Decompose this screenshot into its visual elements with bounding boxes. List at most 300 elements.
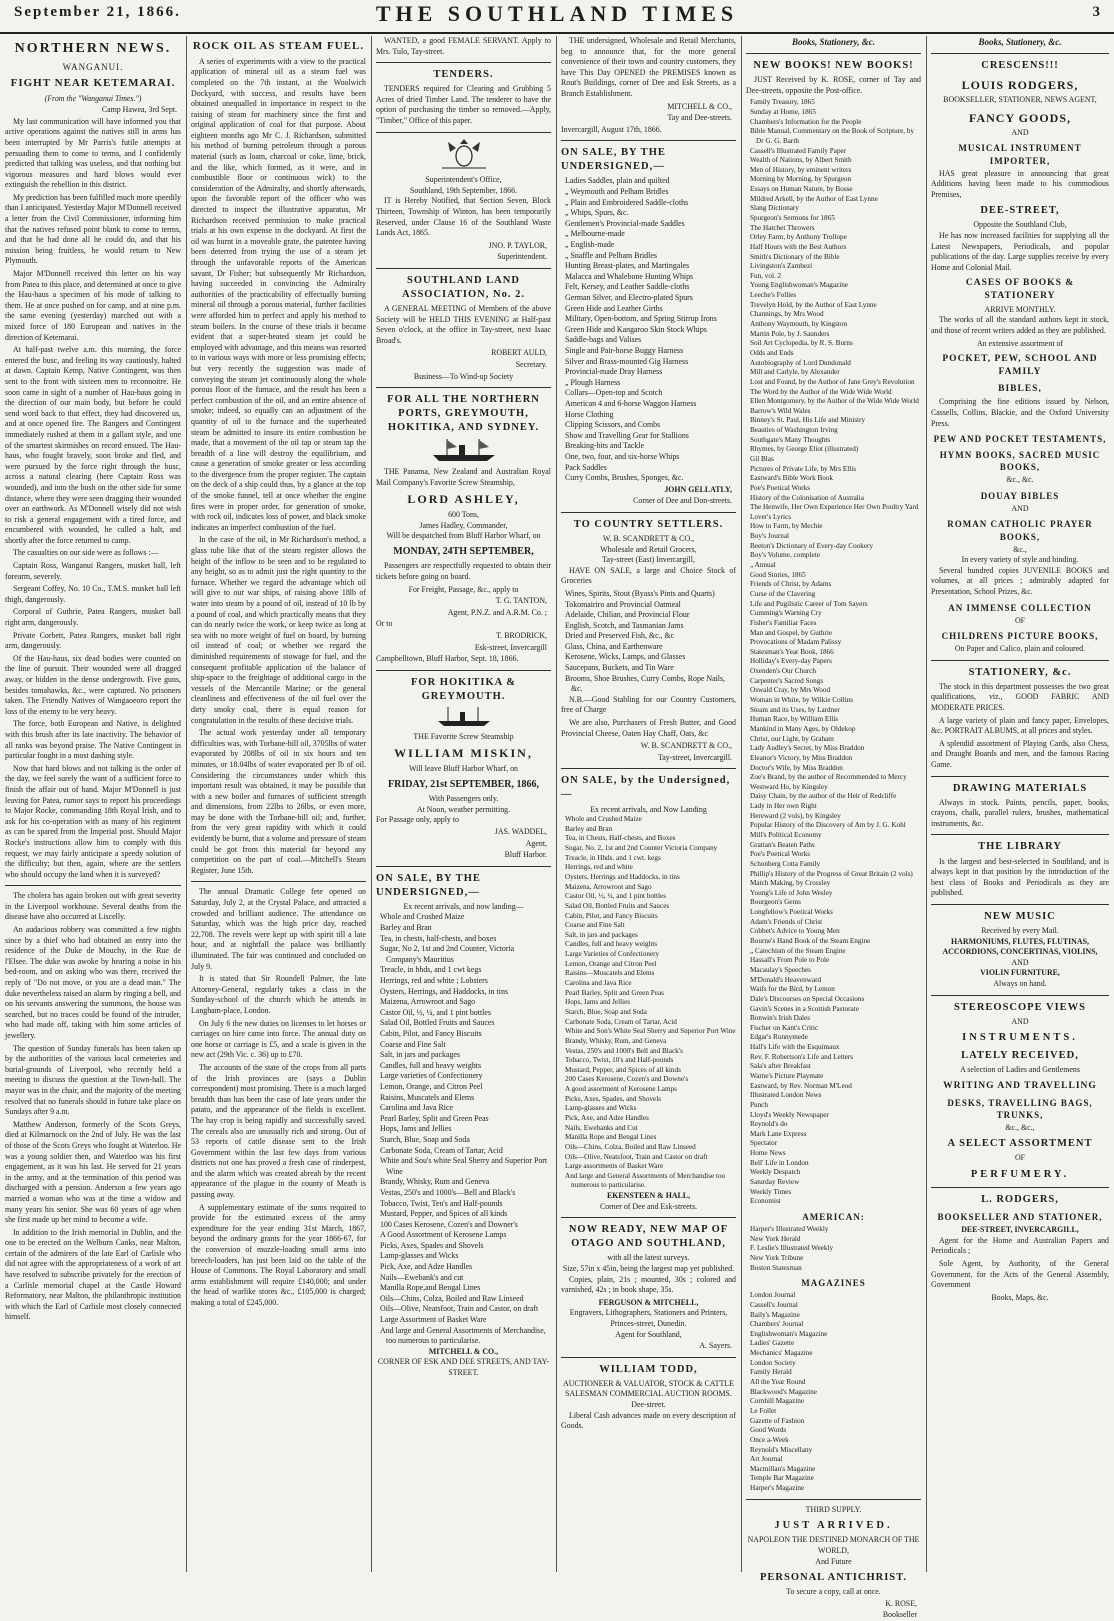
map-agent: Agent for Southland,: [615, 1329, 682, 1339]
book-item: Oswald Cray, by Mrs Wood: [750, 686, 831, 695]
map-signature: FERGUSON & MITCHELL,: [598, 1297, 699, 1307]
book-item: History of the Colonisation of Australia: [750, 493, 864, 502]
book-list: [746, 98, 921, 1207]
douay: DOUAY BIBLES: [980, 490, 1060, 501]
stereo-title: STEREOSCOPE VIEWS: [953, 1001, 1087, 1013]
book-item: Lloyd's Weekly Newspaper: [750, 1110, 829, 1119]
list-item: Tea, in Chests, Half-chests, and Boxes: [565, 834, 676, 843]
list-item: Saucepans, Buckets, and Tin Ware: [565, 663, 674, 673]
book-item: Economist: [750, 1197, 781, 1206]
ship-passengers: With Passengers only.: [428, 794, 499, 804]
list-item: F. Leslie's Illustrated Weekly: [750, 1244, 834, 1253]
book-item: Smith's Dictionary of the Bible: [750, 252, 840, 261]
list-item: Salt, in jars and packages: [380, 1050, 460, 1060]
intro-notice: THE undersigned, Wholesale and Retail Merchants, beg to announce that, for the more general convenience of their town and country customers, they have This Day OPENED the PREMISES known as Rout's Buildings, corner of Dee and Esk Streets, as a Branch Establishment.: [561, 36, 736, 98]
ship-despatch: Will leave Bluff Harbor Wharf, on: [409, 764, 518, 774]
sale-address: CORNER OF ESK AND DEE STREETS, AND TAY-STREET.: [377, 1357, 550, 1377]
list-item: Dried and Preserved Fish, &c., &c: [565, 631, 675, 641]
rodgers-name: LOUIS RODGERS,: [961, 78, 1079, 93]
ship-name: LORD ASHLEY,: [407, 492, 520, 507]
book-item: Provocations of Madam Palissy: [750, 638, 842, 647]
book-item: Friends of Christ, by Adams: [750, 580, 832, 589]
instruments: HARMONIUMS, FLUTES, FLUTINAS, ACCORDIONS, CONCERTINAS, VIOLINS,: [942, 936, 1098, 957]
intro-signature: MITCHELL & CO.,: [667, 101, 732, 111]
list-item: Once a-Week: [750, 1435, 789, 1444]
sale-address: Corner of Dee and Don-streets.: [633, 496, 732, 506]
magazines-title: MAGAZINES: [801, 1278, 866, 1289]
article-paragraph: Major M'Donnell received this letter on his way from Patea to this place, and determined at once to give the Hau-haus a specimen of his mode of talking to them. He at once pushed on for camp, and at nine p.m. the same evening (yesterday) marched out with a mixed force of 180 European and natives in the direction of Ketemarai.: [5, 269, 181, 342]
etc: &c.,: [1013, 544, 1027, 554]
list-item: Tea, in chests, half-chests, and boxes: [380, 933, 497, 943]
list-item: Art Journal: [750, 1455, 783, 1464]
book-item: Orley Farm, by Anthony Trollope: [750, 233, 847, 242]
supt-signature: JNO. P. TAYLOR,: [488, 240, 547, 250]
book-item: Boy's Volume, complete: [750, 551, 820, 560]
sale-signature: MITCHELL & CO.,: [428, 1346, 499, 1356]
book-item: Channings, by Mrs Wood: [750, 310, 824, 319]
book-item: Hassall's From Pole to Pole: [750, 956, 830, 965]
list-item: And large and General Assortments of Merchandise too numerous to particularise.: [565, 1171, 726, 1190]
book-item: Essays on Human Nature, by Bosse: [750, 185, 853, 194]
column-head: Books, Stationery, &c.: [792, 37, 875, 47]
map-subtitle: with all the latest surveys.: [607, 1253, 690, 1263]
agent-note: Agent for the Home and Australian Papers and Periodicals ;: [931, 1235, 1109, 1256]
book-item: Morning by Morning, by Spurgeon: [750, 175, 852, 184]
list-item: Salad Oil, Bottled Fruits and Sauces: [565, 901, 670, 910]
book-item: Man and Gospel, by Guthrie: [750, 628, 833, 637]
article-paragraph: The cholera has again broken out with great severity in the Liverpool workhouse. Several deaths from the disease have also occurred at Liscelly.: [5, 891, 181, 922]
list-item: Treacle, in hhds, and 1 cwt kegs: [380, 965, 482, 975]
list-item: Castor Oil, ½, ¼, and 1 pint bottles: [380, 1007, 491, 1017]
book-item: Phillip's History of the Progress of Great Britain (2 vols): [750, 869, 913, 878]
book-item: Good Stories, 1865: [750, 570, 806, 579]
article-paragraph: Matthew Anderson, formerly of the Scots Greys, died at Kilmarnock on the 2nd of July. He was the last of those of the Scots Greys who fought at Waterloo. He was a young soldier then, and Waterloo was his first engagement, as it was his last. He served for 21 years in the army, and at the termination of this period was discharged with a pension. Anderson a few years ago married a woman who was at the time a widow and many years his senior. She was 60 years of age when she first made up her mind to become a wife.: [5, 1119, 181, 1225]
book-item: Spectator: [750, 1139, 778, 1148]
list-item: Cabin, Pilot, and Fancy Biscuits: [565, 911, 658, 920]
list-item: Macmillan's Magazine: [750, 1464, 816, 1473]
napoleon-sub: And Future: [815, 1556, 852, 1566]
article-paragraph: Private Corbett, Patea Rangers, musket ball right arm, dangerously.: [5, 630, 181, 651]
newspaper-title: THE SOUTHLAND TIMES: [375, 1, 739, 26]
secure-note: To secure a copy, call at once.: [786, 1587, 881, 1597]
list-item: Herrings, red and white: [565, 863, 633, 872]
list-item: Vestas, 250's and 1000's Bell and Black's: [565, 1046, 683, 1055]
list-item: English, Scotch, and Tasmanian Jams: [565, 620, 684, 630]
list-item: New York Tribune: [750, 1253, 804, 1262]
sale-title: ON SALE, BY THE UNDERSIGNED,—: [561, 147, 666, 173]
article-paragraph: Captain Ross, Wanganui Rangers, musket ball, left forearm, severely.: [5, 561, 181, 581]
immense: AN IMMENSE COLLECTION: [948, 602, 1092, 613]
book-item: Cumming's Warning Cry: [750, 609, 822, 618]
book-item: Poe's Poetical Works: [750, 850, 811, 859]
book-item: Match Making, by Crossley: [750, 879, 831, 888]
article-paragraph: Of the Hau-haus, six dead bodies were counted on the line of pursuit. Their wounded were all dragged away, or hidden in the dense undergrowth. Five guns, besides tomahawks, &c., were captured. No prisoners taken. The Friendly Natives of Wangaoeoro report the loss of the enemy to be very heavy.: [5, 653, 181, 716]
country-role: Wholesale and Retail Grocers,: [600, 544, 697, 554]
masthead-date: September 21, 1866.: [14, 4, 181, 20]
rodgers-role: BOOKSELLER, STATIONER, NEWS AGENT,: [943, 95, 1097, 105]
supt-date: Southland, 19th September, 1866.: [409, 185, 518, 195]
bibles: POCKET, PEW, SCHOOL AND FAMILY: [942, 354, 1098, 377]
book-item: Chambers's Information for the People: [750, 117, 862, 126]
book-item: Grattan's Beaten Paths: [750, 840, 815, 849]
fancy-goods: FANCY GOODS,: [969, 110, 1071, 125]
list-item: Cassell's Journal: [750, 1300, 798, 1309]
list-item: Oils—Chins, Colza, Boiled and Raw Linseed: [565, 1142, 696, 1151]
of-label: OF: [1014, 1153, 1026, 1163]
masthead: [0, 0, 1114, 34]
books-intro: JUST Received by K. ROSE, corner of Tay and Dee-streets, opposite the Post-office.: [746, 75, 921, 95]
agent-role: Agent,: [525, 838, 547, 848]
list-item: Glass, China, and Earthenware: [565, 641, 663, 651]
list-item: „ Plain and Embroidered Saddle-cloths: [565, 197, 689, 207]
list-item: Mechanics' Magazine: [750, 1349, 813, 1358]
drawing-body: Always in stock. Paints, pencils, paper, books, crayons, chalk, parallel rulers, brushes, mathematical instruments, &c.: [931, 797, 1109, 828]
list-item: Show and Travelling Gear for Stallions: [565, 430, 689, 440]
article-paragraph: The force, both European and Native, is delighted with this brush after its late inactivity. The behavior of all ranks was beyond praise. The Native Contingent in particular fought in a most dashing style.: [5, 719, 181, 761]
list-item: „ Whips, Spurs, &c.: [565, 208, 629, 218]
list-item: Lemon, Orange and Citron Peel: [565, 959, 657, 968]
book-item: Reynold's do: [750, 1120, 788, 1129]
book-item: Half Hours with the Best Authors: [750, 242, 847, 251]
article-paragraph: The accounts of the state of the crops from all parts of the Irish provinces are (says a Dublin correspondent) most promising. There is a much larged breadth than has been the case of late years under the patato, and the appearance of the fields is excellent. The hay crop is being rapidly and successfully saved. The cereals also are unusually rich and strong. Out of 53 reports of cattle disease sent to the Irish Government within the last few days from various districts not one has proved a fresh case of rinderpest, and the alarm which was created abreah by the recent appearance of the plague in the county of Meath is passing away.: [191, 1062, 366, 1200]
book-item: Rev. F. Robertson's Life and Letters: [750, 1052, 854, 1061]
list-item: A good assortment of Kerosene Lamps: [565, 1085, 677, 1094]
list-item: Manilla Rope and Bengal Lines: [565, 1133, 657, 1142]
children-books: CHILDRENS PICTURE BOOKS,: [941, 631, 1099, 642]
book-item: Mankind in Many Ages, by Oldekop: [750, 724, 856, 733]
agent-name: JAS. WADDEL,: [494, 826, 547, 836]
divider: [376, 670, 551, 671]
list-item: Carolina and Java Rice: [565, 979, 632, 988]
list-item: London Journal: [750, 1291, 796, 1300]
tenders-title: TENDERS.: [433, 69, 494, 81]
music-body: Received by every Mail.: [981, 925, 1059, 935]
list-item: Breaking-bits and Tackle: [565, 441, 645, 451]
column-northern-news: [0, 36, 186, 1572]
extensive: An extensive assortment of: [976, 338, 1064, 348]
books-title: NEW BOOKS! NEW BOOKS!: [753, 60, 914, 72]
list-item: Coarse and Fine Salt: [565, 921, 625, 930]
list-item: Boston Statesman: [750, 1263, 802, 1272]
rodgers-signature: L. RODGERS,: [981, 1194, 1059, 1206]
list-item: Malacca and Whalebone Hunting Whips: [565, 271, 694, 281]
book-item: Carpenter's Sacred Songs: [750, 676, 824, 685]
list-item: Nails—Ewebank's and cut: [380, 1272, 464, 1282]
map-price: Copies, plain, 21s ; mounted, 30s ; colored and varnished, 42s ; in book shape, 35s.: [561, 1274, 736, 1295]
book-item: Autobiography of Lord Dundonald: [750, 358, 851, 367]
or-label: Or to: [376, 619, 393, 629]
list-item: Cornhill Magazine: [750, 1397, 805, 1406]
book-item: Fun, vol. 2: [750, 271, 782, 280]
list-item: Whole and Crushed Maize: [380, 912, 465, 922]
list-item: Tobacco, Twist, 10's and Half-pounds: [565, 1056, 674, 1065]
secure-signature: K. ROSE,: [885, 1598, 917, 1608]
list-item: Ladies Saddles, plain and quilted: [565, 176, 670, 186]
book-item: The Henwife, Her Own Experience Her Own Poultry Yard: [750, 503, 919, 512]
works: The works of all the standard authors kept in stock, and those of recent writers added as they are published.: [931, 315, 1109, 335]
column-shipping-ads: [371, 36, 556, 1572]
list-item: Manilla Rope,and Bengal Lines: [380, 1283, 481, 1293]
divider: [746, 53, 921, 54]
hokitika-title: FOR HOKITIKA & GREYMOUTH.: [410, 676, 516, 702]
column-head: Books, Stationery, &c.: [978, 37, 1062, 47]
instruments-title: INSTRUMENTS.: [962, 1032, 1078, 1044]
on-hand: Always on hand.: [993, 978, 1047, 988]
list-item: Raisins, Muscatels and Elems: [380, 1092, 475, 1102]
book-item: Life and Pugilistic Career of Tom Sayers: [750, 599, 868, 608]
book-item: Lover's Lyrics: [750, 512, 792, 521]
book-item: Weekly Despatch: [750, 1168, 801, 1177]
list-item: Blackwood's Magazine: [750, 1387, 817, 1396]
list-item: Carbonate Soda, Cream of Tartar, Acid: [380, 1145, 503, 1155]
list-item: Barley and Bran: [565, 824, 613, 833]
agent-role: Esk-street, Invercargill: [474, 642, 547, 652]
book-item: „ Annual: [750, 561, 776, 570]
book-item: Pictures of Private Life, by Mrs Ellis: [750, 464, 856, 473]
divider: [376, 866, 551, 867]
map-size: Size, 57in x 45in, being the largest map yet published.: [562, 1264, 735, 1274]
list-item: White and Sou's white Seal Sherry and Superior Port Wine: [380, 1156, 548, 1176]
article-paragraph: In the case of the oil, in Mr Richardson's method, a glass tube like that of the steam register allows the height of the inflow to be seen and to be regulated to any height, so as to admit just the right quantity to the furnace. Whether we regard the advantage which oil will give to our war ships, of raising above 18lb of water into steam by a pound of oil, instead of 10 lb by a pound of coal, and which practically means that they can do nearly twice the work, or keep twice as long at sea with no more weight of fuel on board, by burning oil instead of coal; or whether we regard the diminished requirements of stowage for fuel, and the consequent profitable application of the balance of ship-space to the freightage of additional cargo in the vessels of the Mercantile Marine; or the general cleanliness and effectiveness of the oil fuel over the dirty smoky coal, there is equal reason for congratulation in the results of these decisive trials.: [191, 535, 366, 725]
book-item: The Hatchet Throwers: [750, 223, 815, 232]
column-rock-oil: [186, 36, 371, 1572]
map-agent-name: A. Sayers.: [699, 1341, 732, 1351]
book-item: Young Englishwoman's Magazine: [750, 281, 848, 290]
country-also: We are also, Purchasers of Fresh Butter, and Good Provincial Cheese, Oaten Hay Chaff, Oats, &c: [561, 718, 736, 738]
country-nb: N.B.—Good Stabling for our Country Customers, free of Charge: [561, 694, 736, 715]
sale2-intro: Ex recent arrivals, and Now Landing: [590, 804, 707, 814]
list-item: Brooms, Shoe Brushes, Curry Combs, Rope Nails, &c.: [565, 673, 726, 694]
sale-signature: JOHN GELLATLY,: [664, 484, 732, 494]
facilities: He has now increased facilities for supplying all the Latest Newspapers, Periodicals, and popular publications of the day. Large supplies receive by every Home and Colonial Mail.: [931, 230, 1109, 272]
list-item: Baily's Magazine: [750, 1310, 800, 1319]
list-item: Pick, Axe, and Adze Handles: [380, 1262, 473, 1272]
todd-title: WILLIAM TODD,: [599, 1363, 698, 1375]
cases-title: CASES OF BOOKS & STATIONERY: [965, 278, 1075, 302]
book-item: Gil Blas: [750, 455, 774, 463]
sale2-title: ON SALE, by the Undersigned,—: [561, 775, 731, 801]
list-item: Adelaide, Chilian, and Provincial Flour: [565, 610, 690, 620]
list-item: Carolina and Java Rice: [380, 1103, 453, 1113]
list-item: Le Follet: [750, 1406, 777, 1415]
book-item: Spurgeon's Sermons for 1865: [750, 213, 835, 222]
list-item: Kerosene, Wicks, Lamps, and Glasses: [565, 652, 686, 662]
book-item: Eastward's Bible Work Book: [750, 474, 834, 483]
list-item: Large assortments of Basket Ware: [565, 1162, 664, 1171]
book-item: Oxenden's Our Church: [750, 667, 816, 676]
book-item: Hall's Life with the Esquimaux: [750, 1043, 840, 1052]
book-item: Punch: [750, 1100, 768, 1109]
list-item: Maizena, Arrowroot and Sago: [565, 882, 652, 891]
list-item: Barley and Bran: [380, 923, 432, 933]
book-item: Trevelyn Hold, by the Author of East Lynne: [750, 300, 877, 309]
article-paragraph: My last communication will have informed you that active operations against the natives still in arms has been interrupted by Mr Parris's futile attempts at persuading them to come to terms, and I confidently predicted that talking was useless, and that nothing but vigorous measures and hard blows would ever extinguish the rebellion in this district.: [5, 116, 181, 190]
royal-crest-icon: [376, 138, 551, 176]
list-item: Castor Oil, ½, ¼, and 1 pint bottles: [565, 892, 667, 901]
list-item: Picks, Axes, Spades and Shovels: [380, 1240, 484, 1250]
list-item: Oils—Chins, Colza, Boiled and Raw Linseed: [380, 1293, 524, 1303]
american-list: [746, 1225, 921, 1273]
list-item: Maizena, Arrowroot and Sago: [380, 997, 476, 1007]
article-paragraph: Now that hard blows and not talking is the order of the day, we feel surely the want of a sufficient force to finish the affair out of hand. Major M'Donnell is just leaving for Patea, rumor says to report his proceedings to Major Rocke, commanding 18th Royal Irish, and to ask for his co-operation with as many of his regiment as can be spared from the Imperial post. Should Major Rocke's instructions allow him to comply with this request, we may fairly anticipate a speedy solution of the difficulty; but then, again, where are the settlers who should occupy the land when it is surveyed?: [5, 763, 181, 879]
wanted-ad: WANTED, a good FEMALE SERVANT. Apply to Mrs. Tulo, Tay-street.: [376, 36, 551, 56]
paper-calico: On Paper and Calico, plain and coloured.: [954, 644, 1086, 654]
book-item: Leeche's Follies: [750, 291, 797, 300]
book-item: Weekly Times: [750, 1187, 792, 1196]
list-item: Harper's Illustrated Weekly: [750, 1225, 829, 1234]
book-item: Woman in White, by Wilkie Collins: [750, 696, 854, 705]
article-paragraph: Sergeant Coffey, No. 10 Co., T.M.S. musket ball left thigh, dangerously.: [5, 584, 181, 604]
sale2-signature: EKENSTEEN & HALL,: [606, 1191, 691, 1201]
book-item: Longfellow's Poetical Works: [750, 908, 833, 917]
divider: [931, 904, 1109, 905]
hymn-books: HYMN BOOKS, SACRED MUSIC BOOKS,: [939, 450, 1101, 473]
section-title: NORTHERN NEWS.: [14, 41, 172, 56]
article-paragraph: The annual Dramatic College fete opened on Saturday, July 2, at the Crystal Palace, and attracted a crowded and brilliant audience. The attendance on Saturday, which was the high price day, reached 22,708. The revels were kept up with spirit till a late hour, and at nightfall the palace was brilliantly illuminated. The fair was continued and concluded on July 9.: [191, 887, 366, 971]
country-title: TO COUNTRY SETTLERS.: [573, 518, 724, 530]
todd-note: Liberal Cash advances made on every description of Goods.: [561, 1410, 736, 1431]
ship-date: FRIDAY, 21st SEPTEMBER, 1866,: [388, 778, 539, 790]
book-item: Zoe's Brand, by the author of Recommended to Mercy: [750, 773, 907, 782]
list-item: „ English-made: [565, 240, 615, 250]
list-item: Tokomairiro and Provincial Oatmeal: [565, 599, 681, 609]
list-item: Green Hide and Kangaroo Skin Stock Whips: [565, 324, 707, 334]
ship-tons: 600 Tons,: [448, 510, 479, 520]
todd-address: Dee-street.: [631, 1400, 666, 1410]
book-item: Holliday's Every-day Papers: [750, 657, 832, 666]
magazine-list: [746, 1291, 921, 1493]
lately-received: LATELY RECEIVED,: [961, 1050, 1079, 1062]
drawing-title: DRAWING MATERIALS: [952, 782, 1088, 794]
bibles2: BIBLES,: [998, 383, 1042, 394]
agent-place: Bluff Harbor.: [504, 850, 547, 860]
ship-date: MONDAY, 24TH SEPTEMBER,: [393, 546, 534, 558]
agent-note: Sole Agent, by Authority, of the General Government, for the Acts of the General Assembly, Government: [931, 1258, 1109, 1290]
sale2-address: Corner of Dee and Esk-streets.: [599, 1201, 698, 1211]
list-item: Candles, full and heavy weights: [565, 940, 658, 949]
book-item: M'Donald's Heavenward: [750, 975, 822, 984]
book-item: Anthony Waymouth, by Kingston: [750, 320, 848, 329]
article-paragraph: The question of Sunday funerals has been taken up by the authorities of the various local cemeteries and burial-grounds of Liverpool, who recently held a meeting to discuss the question at the Town-hall. The mayor was in the chair, and the majority of the meeting resolved that no funerals should in future take place on Sundays after 9 a.m.: [5, 1043, 181, 1117]
library-body: Is the largest and best-selected in Southland, and is always kept in that position by the introduction of the best class of Books and Periodicals as they are published.: [931, 856, 1109, 898]
book-item: Saturday Review: [750, 1178, 800, 1187]
rodgers-sig-role: BOOKSELLER AND STATIONER,: [937, 1212, 1103, 1223]
arrive-monthly: ARRIVE MONTHLY.: [984, 304, 1056, 314]
list-item: Gazette of Fashion: [750, 1416, 805, 1425]
article-paragraph: The actual work yesterday under all temporary difficulties was, with Torbane-hill oil, 3705lbs of water evaporated by 208lbs of oil in six hours and ten minutes, or 18.04lbs of water evaporated per lb of oil. Considering the circumstances under which this important result was obtained, it may be possible that with a new boiler and furnaces of sufficient strength and dimensions, from 22lbs to 26lbs, or even more, may be done with the Torbane-hill oil; and, further, from the very great rapidity with which it could evidently be burnt, that a volume and pressure of steam could be got from this material far beyond any competition on the part of coal.—Mitchell's Steam Register, June 15th.: [191, 728, 366, 875]
ship-commander: James Hadley, Commander,: [419, 520, 508, 530]
article-paragraph: At half-past twelve a.m. this morning, the force entered the busc, and feeling its way cautiously, halted at dawn. Captain Kemp, Native Contingent, was then sent to the front with sixteen men to reconnoitre. He soon came in sight of a number of Hau-haus going in the direction of our main body, but before he could send word back to that effect, they had discovered us, and at once opened fire. The Rangers and Contingent immediately rushed at them in a gallant style, and one of the smartest skirmishes on record ensued. The Hau-haus, who fought bravely, soon broke and fled, and were pursued by the force right through the busc, across a natural clearing (here Captain Ross was wounded), and into the bush on the other side for some distance, where they were seen dragging their wounded over an earthwork. As M'Donnell wisely did not wish to risk a general engagement with a tired force, and encumbered with wounded, he called a halt, and shortly after the force returned to camp.: [5, 345, 181, 545]
book-item: Livingston's Zambezi: [750, 262, 813, 271]
list-item: And large and General Assortments of Merchandise, too numerous to particularise.: [380, 1325, 546, 1346]
book-item: Mildred Arkell, by the Author of East Lynne: [750, 194, 878, 203]
map-role: Engravers, Lithographers, Stationers and Printers, Princes-street, Dunedin.: [569, 1308, 728, 1328]
book-item: Curse of the Clavering: [750, 589, 816, 598]
intro-body: HAS great pleasure in announcing that great Additions having been made to his commodious Premises,: [931, 168, 1109, 199]
book-item: Soil Art Cyclopedia, by R. S. Burns: [750, 339, 853, 348]
list-item: Carbonate Soda, Cream of Tartar, Acid: [565, 1017, 677, 1026]
divider: [931, 53, 1109, 54]
country-body: HAVE ON SALE, a large and Choice Stock of Groceries: [561, 565, 736, 586]
book-item: Dale's Discourses on Special Occasions: [750, 994, 865, 1003]
book-item: Popular History of the Discovery of Am by J. G. Kohl: [750, 821, 906, 830]
comprising: Comprising the fine editions issued by Nelson, Cassells, Collins, Blackie, and the Oxford University Press.: [931, 397, 1109, 428]
assoc-business: Business—To Wind-up Society: [413, 371, 514, 381]
divider: [561, 512, 736, 513]
list-item: Vestas, 250's and 1000's—Bell and Black's: [380, 1187, 516, 1197]
list-item: Hops, Jams and Jellies: [565, 998, 631, 1007]
dateline: Camp Hawea, 3rd Sept.: [101, 105, 177, 115]
book-item: Warne's Picture Playmate: [750, 1072, 824, 1080]
book-item: Fisher's Familiar Faces: [750, 618, 817, 627]
ship-apply: For Passage only, apply to: [376, 815, 459, 825]
country-signature: W. B. SCANDRETT & CO.,: [602, 533, 695, 543]
perfumery: PERFUMERY.: [970, 1168, 1070, 1180]
intro-date: Invercargill, August 17th, 1866.: [561, 124, 662, 134]
country-signature2: W. B. SCANDRETT & CO.,: [640, 741, 732, 751]
list-item: Mustard, Pepper, and Spices of all kinds: [565, 1065, 681, 1074]
book-item: Sunday at Home, 1865: [750, 107, 816, 116]
list-item: Saddle-bags and Valises: [565, 335, 642, 345]
sale-list: [376, 912, 551, 1346]
list-item: Gentlemen's Provincial-made Saddles: [565, 218, 685, 228]
list-item: Green Hide and Leather Girths: [565, 303, 663, 313]
book-item: Bourne's Hand Book of the Steam Engine: [750, 937, 871, 946]
and-label: AND: [1011, 127, 1029, 137]
crescens: CRESCENS!!!: [981, 60, 1059, 72]
supply-title: THIRD SUPPLY.: [805, 1504, 862, 1514]
book-item: Statesman's Year Book, 1866: [750, 647, 834, 656]
ship-note: Passengers are respectfully requested to obtain their tickets before going on board.: [376, 561, 551, 582]
list-item: Coarse and Fine Salt: [380, 1039, 446, 1049]
arrived-title: JUST ARRIVED.: [774, 1520, 893, 1532]
hokitika-body: THE Favorite Screw Steamship: [413, 731, 514, 741]
book-item: Odds and Ends: [750, 348, 794, 357]
list-item: Salt, in jars and packages: [565, 930, 638, 939]
book-item: Eastward, by Rev. Norman M'Leod: [750, 1081, 852, 1090]
agent-note: Books, Maps, &c.: [991, 1292, 1049, 1302]
list-item: Chambers' Journal: [750, 1320, 804, 1329]
list-item: Single and Pair-horse Buggy Harness: [565, 345, 684, 355]
list-item: Military, Open-bottom, and Spring Stirrup Irons: [565, 314, 717, 324]
and-label: AND: [1011, 957, 1029, 967]
book-item: Bonwin's Irish Dales: [750, 1014, 810, 1023]
divider: [376, 387, 551, 388]
article-paragraph: A series of experiments with a view to the practical application of mineral oil as a steam fuel was completed on the 7th instant, at the Woolwich Dockyard, with success, and results have been obtained unequalled in importance in respect to the raising of steam for machinery since the first and original application of coal for that purpose. About eighteen months ago Mr C. J. Richardson, submitted his method of burning petroleum through a porous material (such as loam, charcoal or coke, lime, brick, and the like, which formed, as it were, and in combustible floor or continuous wick) to the consideration of the Admiralty, and shortly afterwards, upon the favorable report of the officer who was directed to inspect the illustrative apparatus, Mr Richardson received permission to make practical trials at his own expense in the dockyard. At first the oil was burnt in a moveable grate, the patentee having been deterred from trying the use of a steam jet through the unfavorable reports of the American savant, Dr Fisher; but subsequently Mr Richardson, having succeeded in convincing the Admiralty authorities of the practicability of effectually burning mineral oil through a porous material, further facilities were afforded him to perfect and apply his method to steam boilers. In the course of these trials it became evident that a super-heated steam jet could be employed with advantage, and this means was resorted to in various ways with more or less promising effects; but very recently the suggestion was made of conveying the steam jet continuously along the whole porous floor of the furnace, and the result has been a perfect combustion of the oil, and an entire absence of smoke; indeed, so equally can an adjustment of the quantity of oil to the furnace and the superheated steam be admitted to insure its entire combustion be made, that a movement of the oil tap or steam tap the breadth of a line will destroy the equilibrium, and cause a generation of smoke greater or less according to the divergence from the proper register. The captain on the deck of a ship could thus, by a glance at the top of the smoke funnel, tell at once whether the engine fires were in proper order, for generation of smoke, with rock oil, indicates loss of power, and black smoke indicates an imperfect combustion of the fuel.: [191, 56, 366, 532]
book-item: Martin Pole, by J. Saunders: [750, 329, 830, 338]
list-item: German Silver, and Electro-plated Spurs: [565, 293, 693, 302]
of-label: OF: [1014, 615, 1026, 625]
list-item: Brandy, Whisky, Rum, and Geneva: [565, 1036, 667, 1045]
book-item: Cobbet's Advice to Young Men: [750, 927, 840, 936]
list-item: Sugar, No. 2, 1st and 2nd Counter Victoria Company: [565, 844, 718, 853]
and-label: AND: [1011, 1016, 1029, 1026]
list-item: Collars—Open-top and Scotch: [565, 388, 663, 398]
list-item: Lamp-glasses and Wicks: [380, 1251, 459, 1261]
list-item: Horse Clothing: [565, 409, 614, 419]
column-rodgers: [926, 36, 1114, 1572]
column-new-books: [741, 36, 926, 1620]
list-item: 200 Cases Kerosene, Cozen's and Downe's: [565, 1075, 689, 1084]
ports-body: THE Panama, New Zealand and Australian Royal Mail Company's Favorite Screw Steamship,: [376, 467, 551, 487]
list-item: 100 Cases Kerosene, Cozen's and Downer's: [380, 1219, 518, 1229]
list-item: Salad Oil, Bottled Fruits and Sauces: [380, 1018, 495, 1028]
rodgers-address: DEE-STREET, INVERCARGILL,: [961, 1225, 1079, 1235]
article-paragraph: An audacious robbery was committed a few nights since by a thief who had obtained an entry into the residence of the Duke de Mouchy, in the Rue de l'Elsee. The duke was awoke by hearing a noise in his bed-room, and on asking who was there, received the reply of "Do not move, or you are a dead man." The duke nevertheless raised an alarm by ringing a bell, and on his servants answering the summons, the house was searched, but no traces could be found of the intruder, who had made off, taking with him some articles of jewellery.: [5, 925, 181, 1040]
book-item: Mark Lane Express: [750, 1129, 807, 1138]
book-item: Barrow's Wild Wales: [750, 406, 811, 415]
sale-intro: Ex recent arrivals, and now landing—: [403, 901, 524, 911]
